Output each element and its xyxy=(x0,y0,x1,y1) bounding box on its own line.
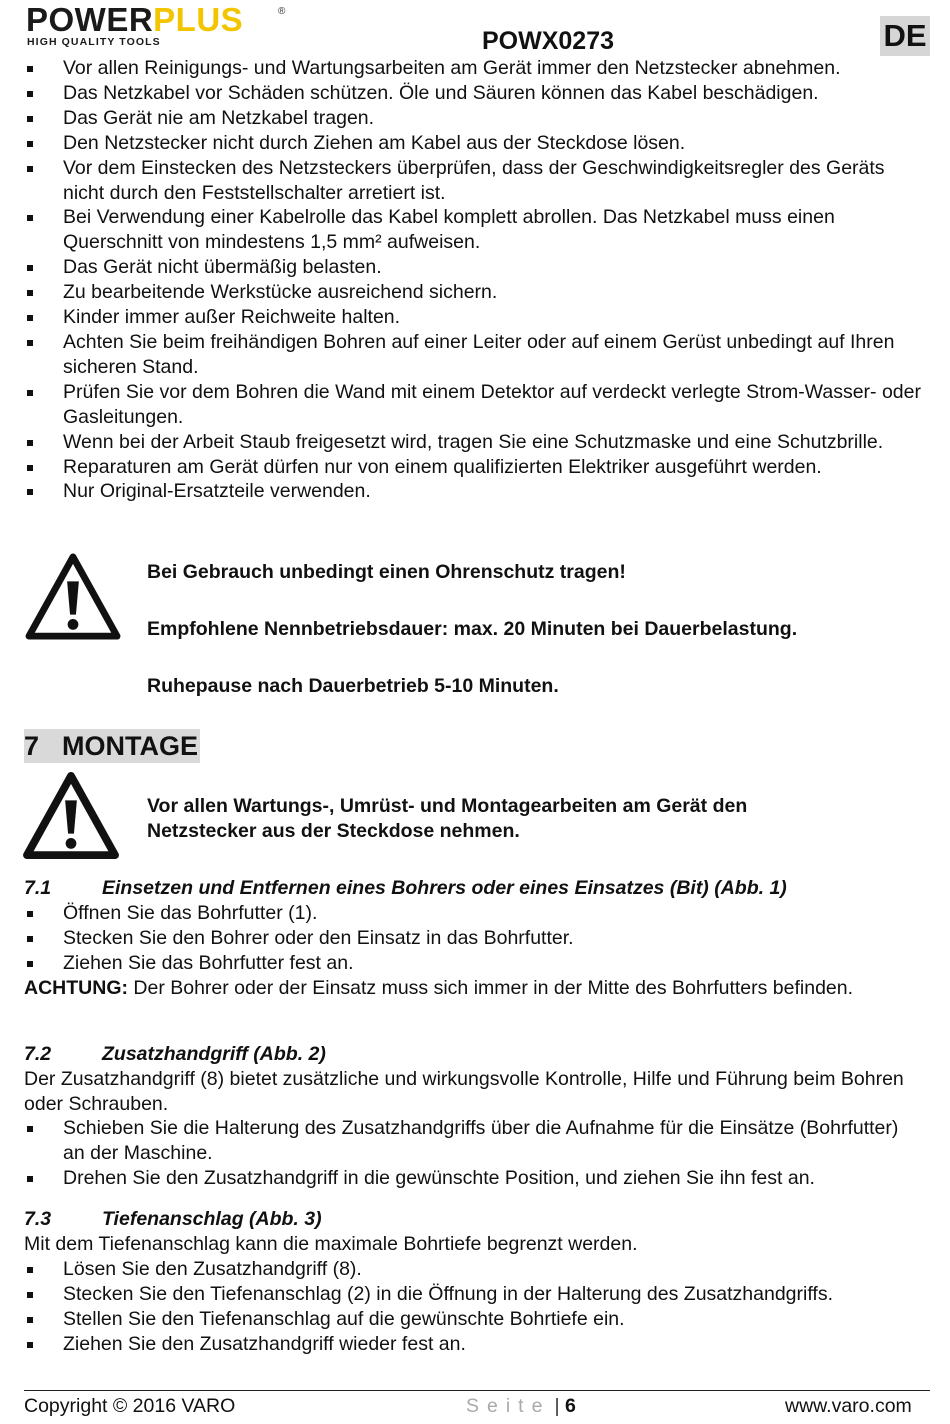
list-item: Reparaturen am Gerät dürfen nur von einem qualifizierten Elektriker ausgeführt werden. xyxy=(24,455,930,480)
warning-unplug: Vor allen Wartungs-, Umrüst- und Montagearbeiten am Gerät den Netzstecker aus der Steckdose nehmen. xyxy=(147,795,748,842)
subsection-number: 7.1 xyxy=(24,877,52,899)
section-number: 7 xyxy=(24,731,40,761)
square-bullet-icon xyxy=(27,1317,33,1323)
logo-wordmark xyxy=(26,0,243,40)
square-bullet-icon xyxy=(27,440,33,446)
square-bullet-icon xyxy=(27,936,33,942)
subsection-title: Einsetzen und Entfernen eines Bohrers oder eines Einsatzes (Bit) (Abb. 1) xyxy=(102,877,787,899)
list-item: Drehen Sie den Zusatzhandgriff in die gewünschte Position, und ziehen Sie ihn fest an. xyxy=(24,1166,904,1191)
list-item: Zu bearbeitende Werkstücke ausreichend sichern. xyxy=(24,280,930,305)
language-badge: DE xyxy=(880,16,930,56)
list-item: Wenn bei der Arbeit Staub freigesetzt wird, tragen Sie eine Schutzmaske und eine Schutzbrille. xyxy=(24,430,930,455)
footer-copyright: Copyright © 2016 VARO xyxy=(24,1395,236,1417)
list-item: Vor allen Reinigungs- und Wartungsarbeiten am Gerät immer den Netzstecker abnehmen. xyxy=(24,56,930,81)
list-item: Ziehen Sie den Zusatzhandgriff wieder fest an. xyxy=(24,1332,930,1357)
steps-list-7-3 xyxy=(24,1257,930,1357)
square-bullet-icon xyxy=(27,390,33,396)
footer-website-link[interactable]: www.varo.com xyxy=(785,1395,912,1417)
logo-plus: PLUS xyxy=(153,1,244,38)
page-header xyxy=(0,0,950,60)
list-item: Ziehen Sie das Bohrfutter fest an. xyxy=(24,951,930,976)
footer-separator: | xyxy=(554,1395,560,1417)
square-bullet-icon xyxy=(27,290,33,296)
square-bullet-icon xyxy=(27,215,33,221)
steps-list-7-2 xyxy=(24,1116,904,1191)
intro-paragraph: Der Zusatzhandgriff (8) bietet zusätzliche und wirkungsvolle Kontrolle, Hilfe und Führung beim Bohren oder Schrauben. xyxy=(24,1068,904,1115)
list-item: Lösen Sie den Zusatzhandgriff (8). xyxy=(24,1257,930,1282)
square-bullet-icon xyxy=(27,91,33,97)
list-item: Stecken Sie den Bohrer oder den Einsatz in das Bohrfutter. xyxy=(24,926,930,951)
square-bullet-icon xyxy=(27,66,33,72)
list-item: Achten Sie beim freihändigen Bohren auf einer Leiter oder auf einem Gerüst unbedingt auf Ihren sicheren Stand. xyxy=(24,330,930,380)
square-bullet-icon xyxy=(27,1176,33,1182)
list-item: Stellen Sie den Tiefenanschlag auf die gewünschte Bohrtiefe ein. xyxy=(24,1307,930,1332)
subsection-heading-7-3 xyxy=(24,1207,322,1232)
subsection-title: Tiefenanschlag (Abb. 3) xyxy=(102,1208,322,1230)
section-heading-montage xyxy=(24,729,200,763)
subsection-heading-7-2 xyxy=(24,1042,326,1067)
square-bullet-icon xyxy=(27,961,33,967)
subsection-number: 7.3 xyxy=(24,1208,52,1230)
powerplus-logo xyxy=(26,1,286,50)
warning-triangle-icon xyxy=(24,552,122,642)
logo-power: POWER xyxy=(26,1,154,38)
warning-triangle-icon xyxy=(22,771,120,861)
square-bullet-icon xyxy=(27,1267,33,1273)
note-label: ACHTUNG: xyxy=(24,977,128,999)
list-item: Nur Original-Ersatzteile verwenden. xyxy=(24,479,930,504)
square-bullet-icon xyxy=(27,116,33,122)
square-bullet-icon xyxy=(27,489,33,495)
warning-rest-period: Ruhepause nach Dauerbetrieb 5-10 Minuten. xyxy=(147,675,559,697)
logo-registered-mark: ® xyxy=(278,6,286,17)
list-item: Das Gerät nie am Netzkabel tragen. xyxy=(24,106,930,131)
list-item: Das Netzkabel vor Schäden schützen. Öle und Säuren können das Kabel beschädigen. xyxy=(24,81,930,106)
list-item: Schieben Sie die Halterung des Zusatzhandgriffs über die Aufnahme für die Einsätze (Bohrfutter) an der Maschine. xyxy=(24,1116,904,1166)
section-title: MONTAGE xyxy=(62,731,198,761)
subsection-number: 7.2 xyxy=(24,1043,52,1065)
footer-divider xyxy=(24,1390,930,1391)
square-bullet-icon xyxy=(27,1126,33,1132)
list-item: Den Netzstecker nicht durch Ziehen am Kabel aus der Steckdose lösen. xyxy=(24,131,930,156)
note-paragraph xyxy=(24,976,884,1001)
square-bullet-icon xyxy=(27,911,33,917)
square-bullet-icon xyxy=(27,1342,33,1348)
square-bullet-icon xyxy=(27,465,33,471)
square-bullet-icon xyxy=(27,141,33,147)
note-text: Der Bohrer oder der Einsatz muss sich immer in der Mitte des Bohrfutters befinden. xyxy=(127,977,854,999)
list-item: Bei Verwendung einer Kabelrolle das Kabel komplett abrollen. Das Netzkabel muss einen Querschnitt von mindestens 1,5 mm² aufweisen. xyxy=(24,205,930,255)
steps-list-7-1 xyxy=(24,901,930,976)
intro-paragraph: Mit dem Tiefenanschlag kann die maximale Bohrtiefe begrenzt werden. xyxy=(24,1233,638,1255)
list-item: Vor dem Einstecken des Netzsteckers überprüfen, dass der Geschwindigkeitsregler des Geräts nicht durch den Feststellschalter arretiert ist. xyxy=(24,156,930,206)
logo-tagline: HIGH QUALITY TOOLS xyxy=(27,36,161,48)
square-bullet-icon xyxy=(27,265,33,271)
list-item: Das Gerät nicht übermäßig belasten. xyxy=(24,255,930,280)
square-bullet-icon xyxy=(27,166,33,172)
footer-page-number: 6 xyxy=(564,1395,576,1417)
safety-list xyxy=(24,56,930,504)
list-item: Stecken Sie den Tiefenanschlag (2) in die Öffnung in der Halterung des Zusatzhandgriffs. xyxy=(24,1282,930,1307)
subsection-heading-7-1 xyxy=(24,876,787,901)
footer-page-indicator xyxy=(466,1394,576,1419)
list-item: Kinder immer außer Reichweite halten. xyxy=(24,305,930,330)
warning-hearing-protection: Bei Gebrauch unbedingt einen Ohrenschutz tragen! xyxy=(147,561,626,583)
subsection-title: Zusatzhandgriff (Abb. 2) xyxy=(102,1043,326,1065)
model-number: POWX0273 xyxy=(482,27,615,55)
square-bullet-icon xyxy=(27,1292,33,1298)
square-bullet-icon xyxy=(27,315,33,321)
list-item: Prüfen Sie vor dem Bohren die Wand mit einem Detektor auf verdeckt verlegte Strom-Wasser- oder Gasleitungen. xyxy=(24,380,930,430)
list-item: Öffnen Sie das Bohrfutter (1). xyxy=(24,901,930,926)
warning-operating-time: Empfohlene Nennbetriebsdauer: max. 20 Minuten bei Dauerbelastung. xyxy=(147,618,798,640)
footer-page-word: Seite xyxy=(466,1395,551,1417)
square-bullet-icon xyxy=(27,340,33,346)
